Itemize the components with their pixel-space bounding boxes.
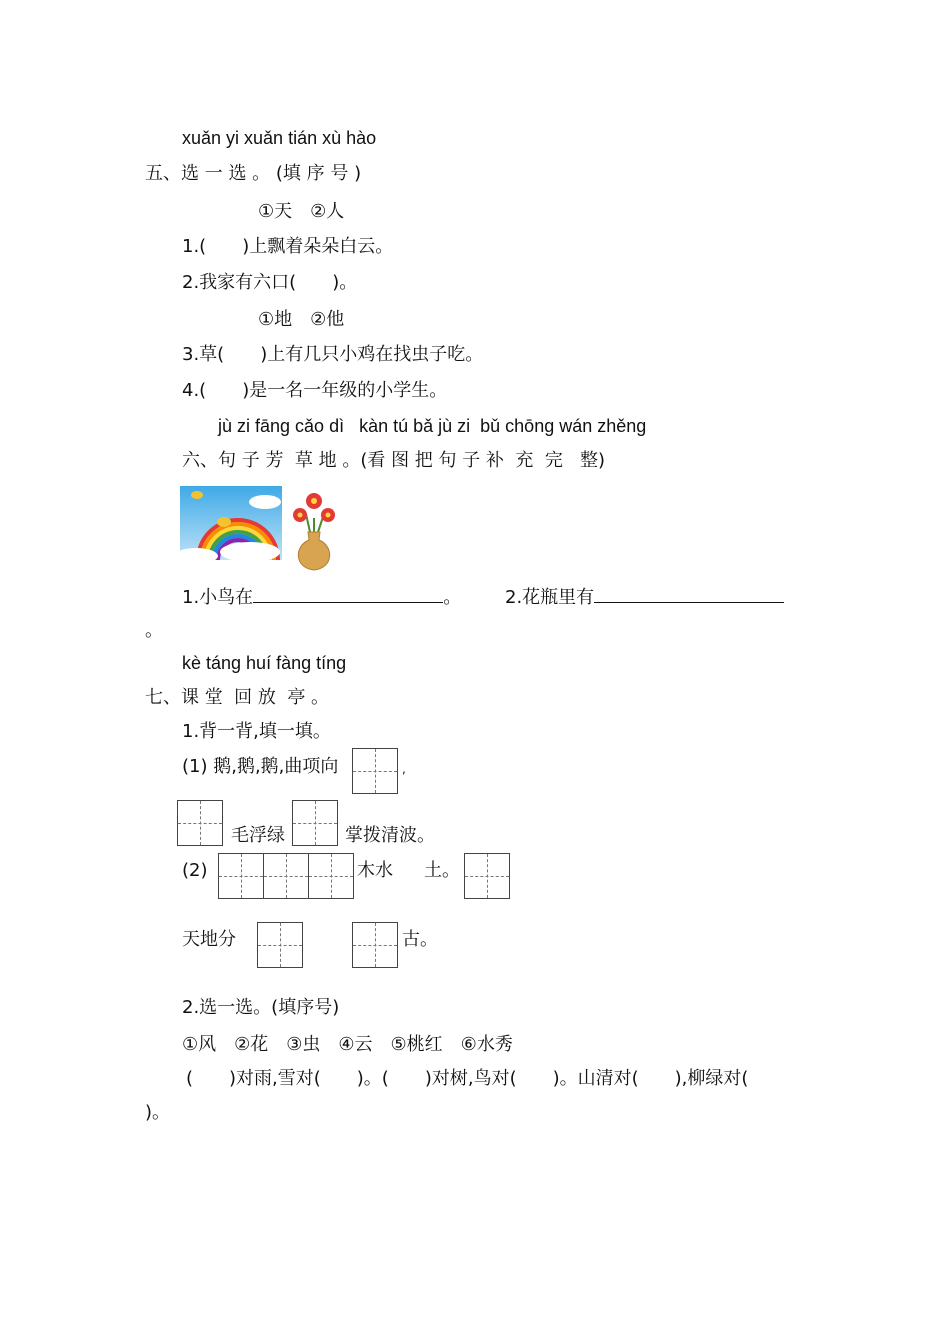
poem1-comma: , [402,762,406,776]
fill1-prefix: 1.小鸟在 [182,587,254,608]
fill2-suffix: 。 [145,620,163,641]
tian-grid-box[interactable] [352,748,398,794]
section7-options: ①风 ②花 ③虫 ④云 ⑤桃红 ⑥水秀 [182,1034,513,1055]
fill1-blank[interactable] [253,584,443,603]
section7-questions-line-1: ( )对雨,雪对( )。( )对树,鸟对( )。山清对( ),柳绿对( [186,1068,749,1089]
section5-options-2: ①地 ②他 [258,309,345,330]
section7-pinyin: kè táng huí fàng tíng [182,653,347,673]
poem2-label: (2) [182,860,208,881]
tian-grid-box[interactable] [464,853,510,899]
tian-grid-box[interactable] [263,853,309,899]
section5-question-4: 4.( )是一名一年级的小学生。 [182,380,448,401]
tian-grid-box[interactable] [257,922,303,968]
section5-question-1: 1.( )上飘着朵朵白云。 [182,236,394,257]
fill2-prefix: 2.花瓶里有 [505,587,595,608]
section6-pinyin: jù zi fāng cǎo dì kàn tú bǎ jù zi bǔ chōng wán zhěng [218,416,647,436]
poem2-line-e: 古。 [402,929,438,950]
section5-pinyin: xuǎn yi xuǎn tián xù hào [182,128,377,148]
rainbow-bird-image [180,486,282,560]
section7-questions-line-2: )。 [145,1102,171,1123]
section5-question-3: 3.草( )上有几只小鸡在找虫子吃。 [182,344,484,365]
section5-options-1: ①天 ②人 [258,201,345,222]
poem2-line-c: 土。 [424,860,460,881]
poem2-line-d: 天地分 [182,929,236,950]
flower-vase-image [286,488,342,572]
fill2-blank[interactable] [594,584,784,603]
tian-grid-box[interactable] [308,853,354,899]
poem1-line-a: (1) 鹅,鹅,鹅,曲项向 [182,756,339,777]
tian-grid-box[interactable] [292,800,338,846]
section7-sub-1: 1.背一背,填一填。 [182,721,331,742]
section6-fill-2 [505,584,784,609]
section7-sub-2: 2.选一选。(填序号) [182,997,340,1018]
poem1-line-b: 毛浮绿 [231,825,285,846]
tian-grid-box[interactable] [177,800,223,846]
section6-fill-1 [182,584,461,609]
section5-question-2: 2.我家有六口( )。 [182,272,358,293]
section6-title: 六、句 子 芳 草 地 。(看 图 把 句 子 补 充 完 整) [182,450,606,471]
tian-grid-box[interactable] [218,853,264,899]
section5-title: 五、选 一 选 。 (填 序 号 ) [145,163,362,184]
poem2-line-b: 木水 [357,860,393,881]
section7-title: 七、课 堂 回 放 亭 。 [145,687,330,708]
poem1-line-c: 掌拨清波。 [345,825,435,846]
tian-grid-box[interactable] [352,922,398,968]
fill1-suffix: 。 [443,587,462,608]
